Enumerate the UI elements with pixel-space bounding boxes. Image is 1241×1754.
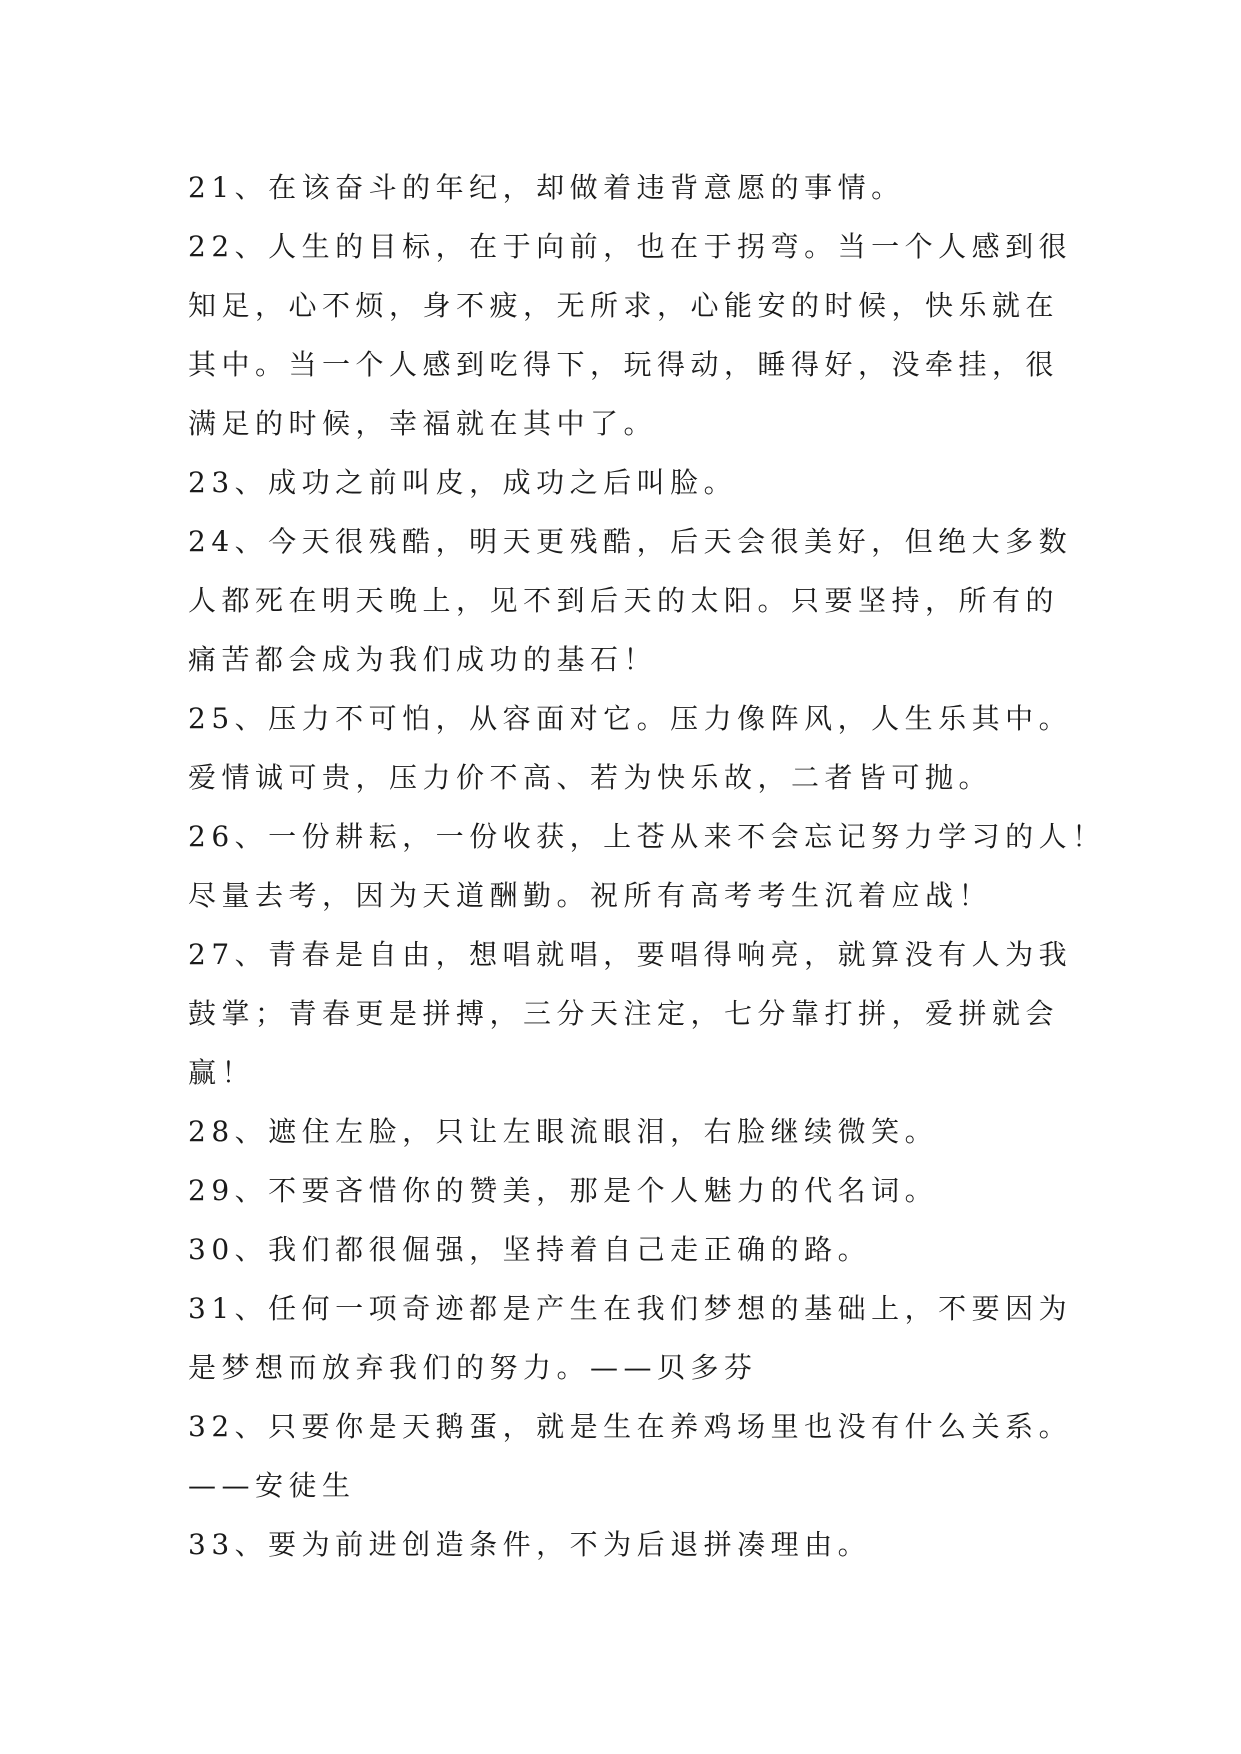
- text-line: 28、遮住左脸，只让左眼流眼泪，右脸继续微笑。: [188, 1115, 939, 1148]
- text-line: 30、我们都很倔强，坚持着自己走正确的路。: [188, 1233, 872, 1266]
- text-line: 痛苦都会成为我们成功的基石！: [188, 643, 658, 676]
- text-line: 满足的时候，幸福就在其中了。: [188, 407, 658, 440]
- text-line: 22、人生的目标，在于向前，也在于拐弯。当一个人感到很: [188, 230, 1073, 263]
- text-line: 29、不要吝惜你的赞美，那是个人魅力的代名词。: [188, 1174, 939, 1207]
- text-line: 33、要为前进创造条件，不为后退拼凑理由。: [188, 1528, 872, 1561]
- text-line: 鼓掌；青春更是拼搏，三分天注定，七分靠打拼，爱拼就会: [188, 997, 1060, 1030]
- text-line: 27、青春是自由，想唱就唱，要唱得响亮，就算没有人为我: [188, 938, 1073, 971]
- text-line: 知足，心不烦，身不疲，无所求，心能安的时候，快乐就在: [188, 289, 1060, 322]
- text-line: 25、压力不可怕，从容面对它。压力像阵风，人生乐其中。: [188, 702, 1073, 735]
- text-line: 爱情诚可贵，压力价不高、若为快乐故，二者皆可抛。: [188, 761, 993, 794]
- text-line: 人都死在明天晚上，见不到后天的太阳。只要坚持，所有的: [188, 584, 1060, 617]
- text-line: 是梦想而放弃我们的努力。——贝多芬: [188, 1351, 758, 1384]
- text-line: 26、一份耕耘，一份收获，上苍从来不会忘记努力学习的人！: [188, 820, 1106, 853]
- text-line: ——安徒生: [188, 1469, 356, 1502]
- text-line: 32、只要你是天鹅蛋，就是生在养鸡场里也没有什么关系。: [188, 1410, 1073, 1443]
- text-line: 23、成功之前叫皮，成功之后叫脸。: [188, 466, 738, 499]
- text-line: 21、在该奋斗的年纪，却做着违背意愿的事情。: [188, 171, 905, 204]
- text-line: 31、任何一项奇迹都是产生在我们梦想的基础上，不要因为: [188, 1292, 1073, 1325]
- text-line: 尽量去考，因为天道酬勤。祝所有高考考生沉着应战！: [188, 879, 993, 912]
- text-line: 赢！: [188, 1056, 256, 1089]
- text-line: 其中。当一个人感到吃得下，玩得动，睡得好，没牵挂，很: [188, 348, 1060, 381]
- text-line: 24、今天很残酷，明天更残酷，后天会很美好，但绝大多数: [188, 525, 1073, 558]
- document-body: [188, 158, 1106, 1574]
